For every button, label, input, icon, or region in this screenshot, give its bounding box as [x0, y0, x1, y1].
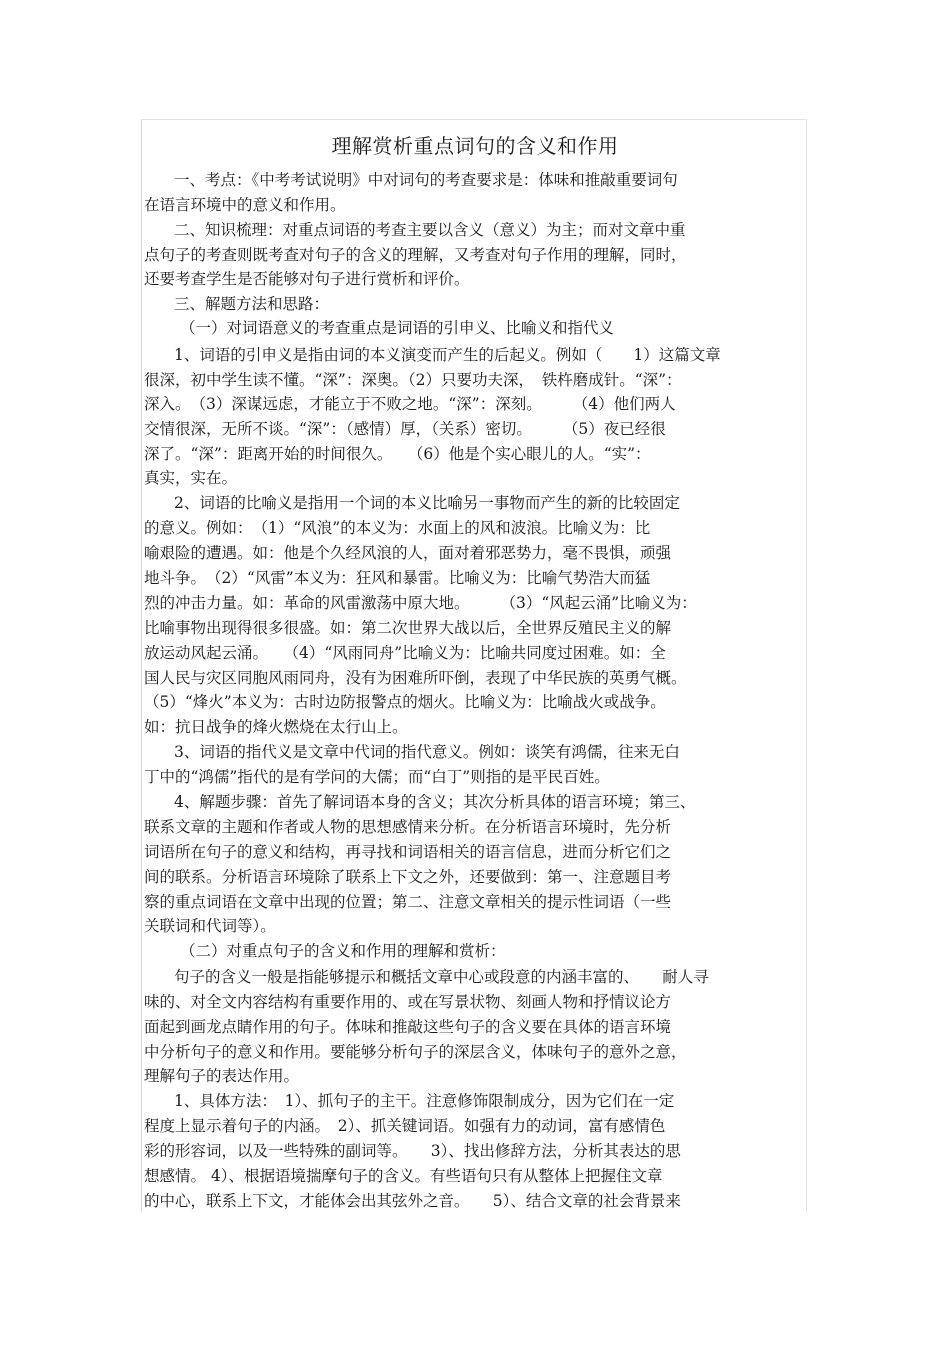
text-line: （一）对词语意义的考查重点是词语的引申义、比喻义和指代义 — [180, 319, 615, 337]
text-line: 彩的形容词，以及一些特殊的副词等。 3）、找出修辞方法，分析其表达的思 — [144, 1142, 681, 1160]
text-line: 关联词和代词等）。 — [144, 917, 276, 935]
text-line: 想感情。 4）、根据语境揣摩句子的含义。有些语句只有从整体上把握住文章 — [144, 1167, 663, 1185]
text-line: 深了。“深”：距离开始的时间很久。 （6）他是个实心眼儿的人。“实”： — [144, 445, 651, 463]
text-line: 味的、对全文内容结构有重要作用的、或在写景状物、刻画人物和抒情议论方 — [144, 993, 672, 1011]
text-line: 2、词语的比喻义是指用一个词的本义比喻另一事物而产生的新的比较固定 — [174, 494, 680, 512]
text-line: 丁中的“鸿儒”指代的是有学问的大儒；而“白丁”则指的是平民百姓。 — [144, 768, 610, 786]
text-line: 交情很深，无所不谈。“深”：（感情）厚，（关系）密切。 （5）夜已经很 — [144, 420, 666, 438]
text-line: 词语所在句子的意义和结构，再寻找和词语相关的语言信息，进而分析它们之 — [144, 843, 672, 861]
text-line: 的意义。例如： （1）“风浪”的本义为：水面上的风和波浪。比喻义为：比 — [144, 519, 651, 537]
text-line: 二、知识梳理：对重点词语的考查主要以含义（意义）为主；而对文章中重 — [174, 221, 686, 239]
text-line: 的中心，联系上下文，才能体会出其弦外之音。 5）、结合文章的社会背景来 — [144, 1192, 681, 1210]
text-line: 间的联系。分析语言环境除了联系上下文之外，还要做到：第一、注意题目考 — [144, 868, 672, 886]
text-line: 很深，初中学生读不懂。“深”：深奥。（2）只要功夫深， 铁杵磨成针。“深”： — [144, 371, 682, 389]
text-line: 放运动风起云涌。 （4）“风雨同舟”比喻义为：比喻共同度过困难。如：全 — [144, 644, 666, 662]
text-line: 比喻事物出现得很多很盛。如：第二次世界大战以后，全世界反殖民主义的解 — [144, 619, 672, 637]
text-line: 地斗争。 （2）“风雷”本义为：狂风和暴雷。比喻义为：比喻气势浩大而猛 — [144, 569, 651, 587]
text-line: 喻艰险的遭遇。如：他是个久经风浪的人，面对着邪恶势力，毫不畏惧，顽强 — [144, 544, 672, 562]
text-line: （5）“烽火”本义为：古时边防报警点的烟火。比喻义为：比喻战火或战争。 — [144, 693, 666, 711]
text-line: 点句子的考查则既考查对句子的含义的理解，又考查对句子作用的理解，同时， — [144, 246, 687, 264]
text-line: 国人民与灾区同胞风雨同舟，没有为困难所吓倒，表现了中华民族的英勇气概。 — [144, 669, 687, 687]
text-line: 中分析句子的意义和作用。要能够分析句子的深层含义，体味句子的意外之意， — [144, 1043, 687, 1061]
text-line: 在语言环境中的意义和作用。 — [144, 196, 346, 214]
text-line: 还要考查学生是否能够对句子进行赏析和评价。 — [144, 270, 470, 288]
text-line: 句子的含义一般是指能够提示和概括文章中心或段意的内涵丰富的、 耐人寻 — [174, 968, 709, 986]
document-title: 理解赏析重点词句的含义和作用 — [331, 134, 619, 158]
text-line: 烈的冲击力量。如：革命的风雷激荡中原大地。 （3）“风起云涌”比喻义为： — [144, 594, 697, 612]
text-line: 联系文章的主题和作者或人物的思想感情来分析。在分析语言环境时，先分析 — [144, 818, 672, 836]
text-line: （二）对重点句子的含义和作用的理解和赏析： — [180, 942, 506, 960]
text-line: 1、具体方法： 1）、抓句子的主干。注意修饰限制成分，因为它们在一定 — [174, 1092, 675, 1110]
text-line: 深入。 （3）深谋远虑，才能立于不败之地。“深”：深刻。 （4）他们两人 — [144, 395, 676, 413]
text-line: 程度上显示着句子的内涵。 2）、抓关键词语。如强有力的动词，富有感情色 — [144, 1117, 666, 1135]
text-line: 面起到画龙点睛作用的句子。体味和推敲这些句子的含义要在具体的语言环境 — [144, 1018, 672, 1036]
text-line: 3、词语的指代义是文章中代词的指代意义。例如：谈笑有鸿儒，往来无白 — [174, 743, 680, 761]
text-line: 一、考点：《中考考试说明》中对词句的考查要求是：体味和推敲重要词句 — [174, 171, 678, 189]
text-line: 察的重点词语在文章中出现的位置；第二、注意文章相关的提示性词语（一些 — [144, 893, 672, 911]
text-line: 真实，实在。 — [144, 469, 238, 487]
text-line: 1、词语的引申义是指由词的本义演变而产生的后起义。例如（ 1）这篇文章 — [174, 346, 721, 364]
text-line: 4、解题步骤：首先了解词语本身的含义；其次分析具体的语言环境；第三、 — [174, 793, 696, 811]
text-line: 三、解题方法和思路： — [174, 295, 330, 313]
text-line: 如：抗日战争的烽火燃烧在太行山上。 — [144, 718, 408, 736]
text-line: 理解句子的表达作用。 — [144, 1067, 300, 1085]
